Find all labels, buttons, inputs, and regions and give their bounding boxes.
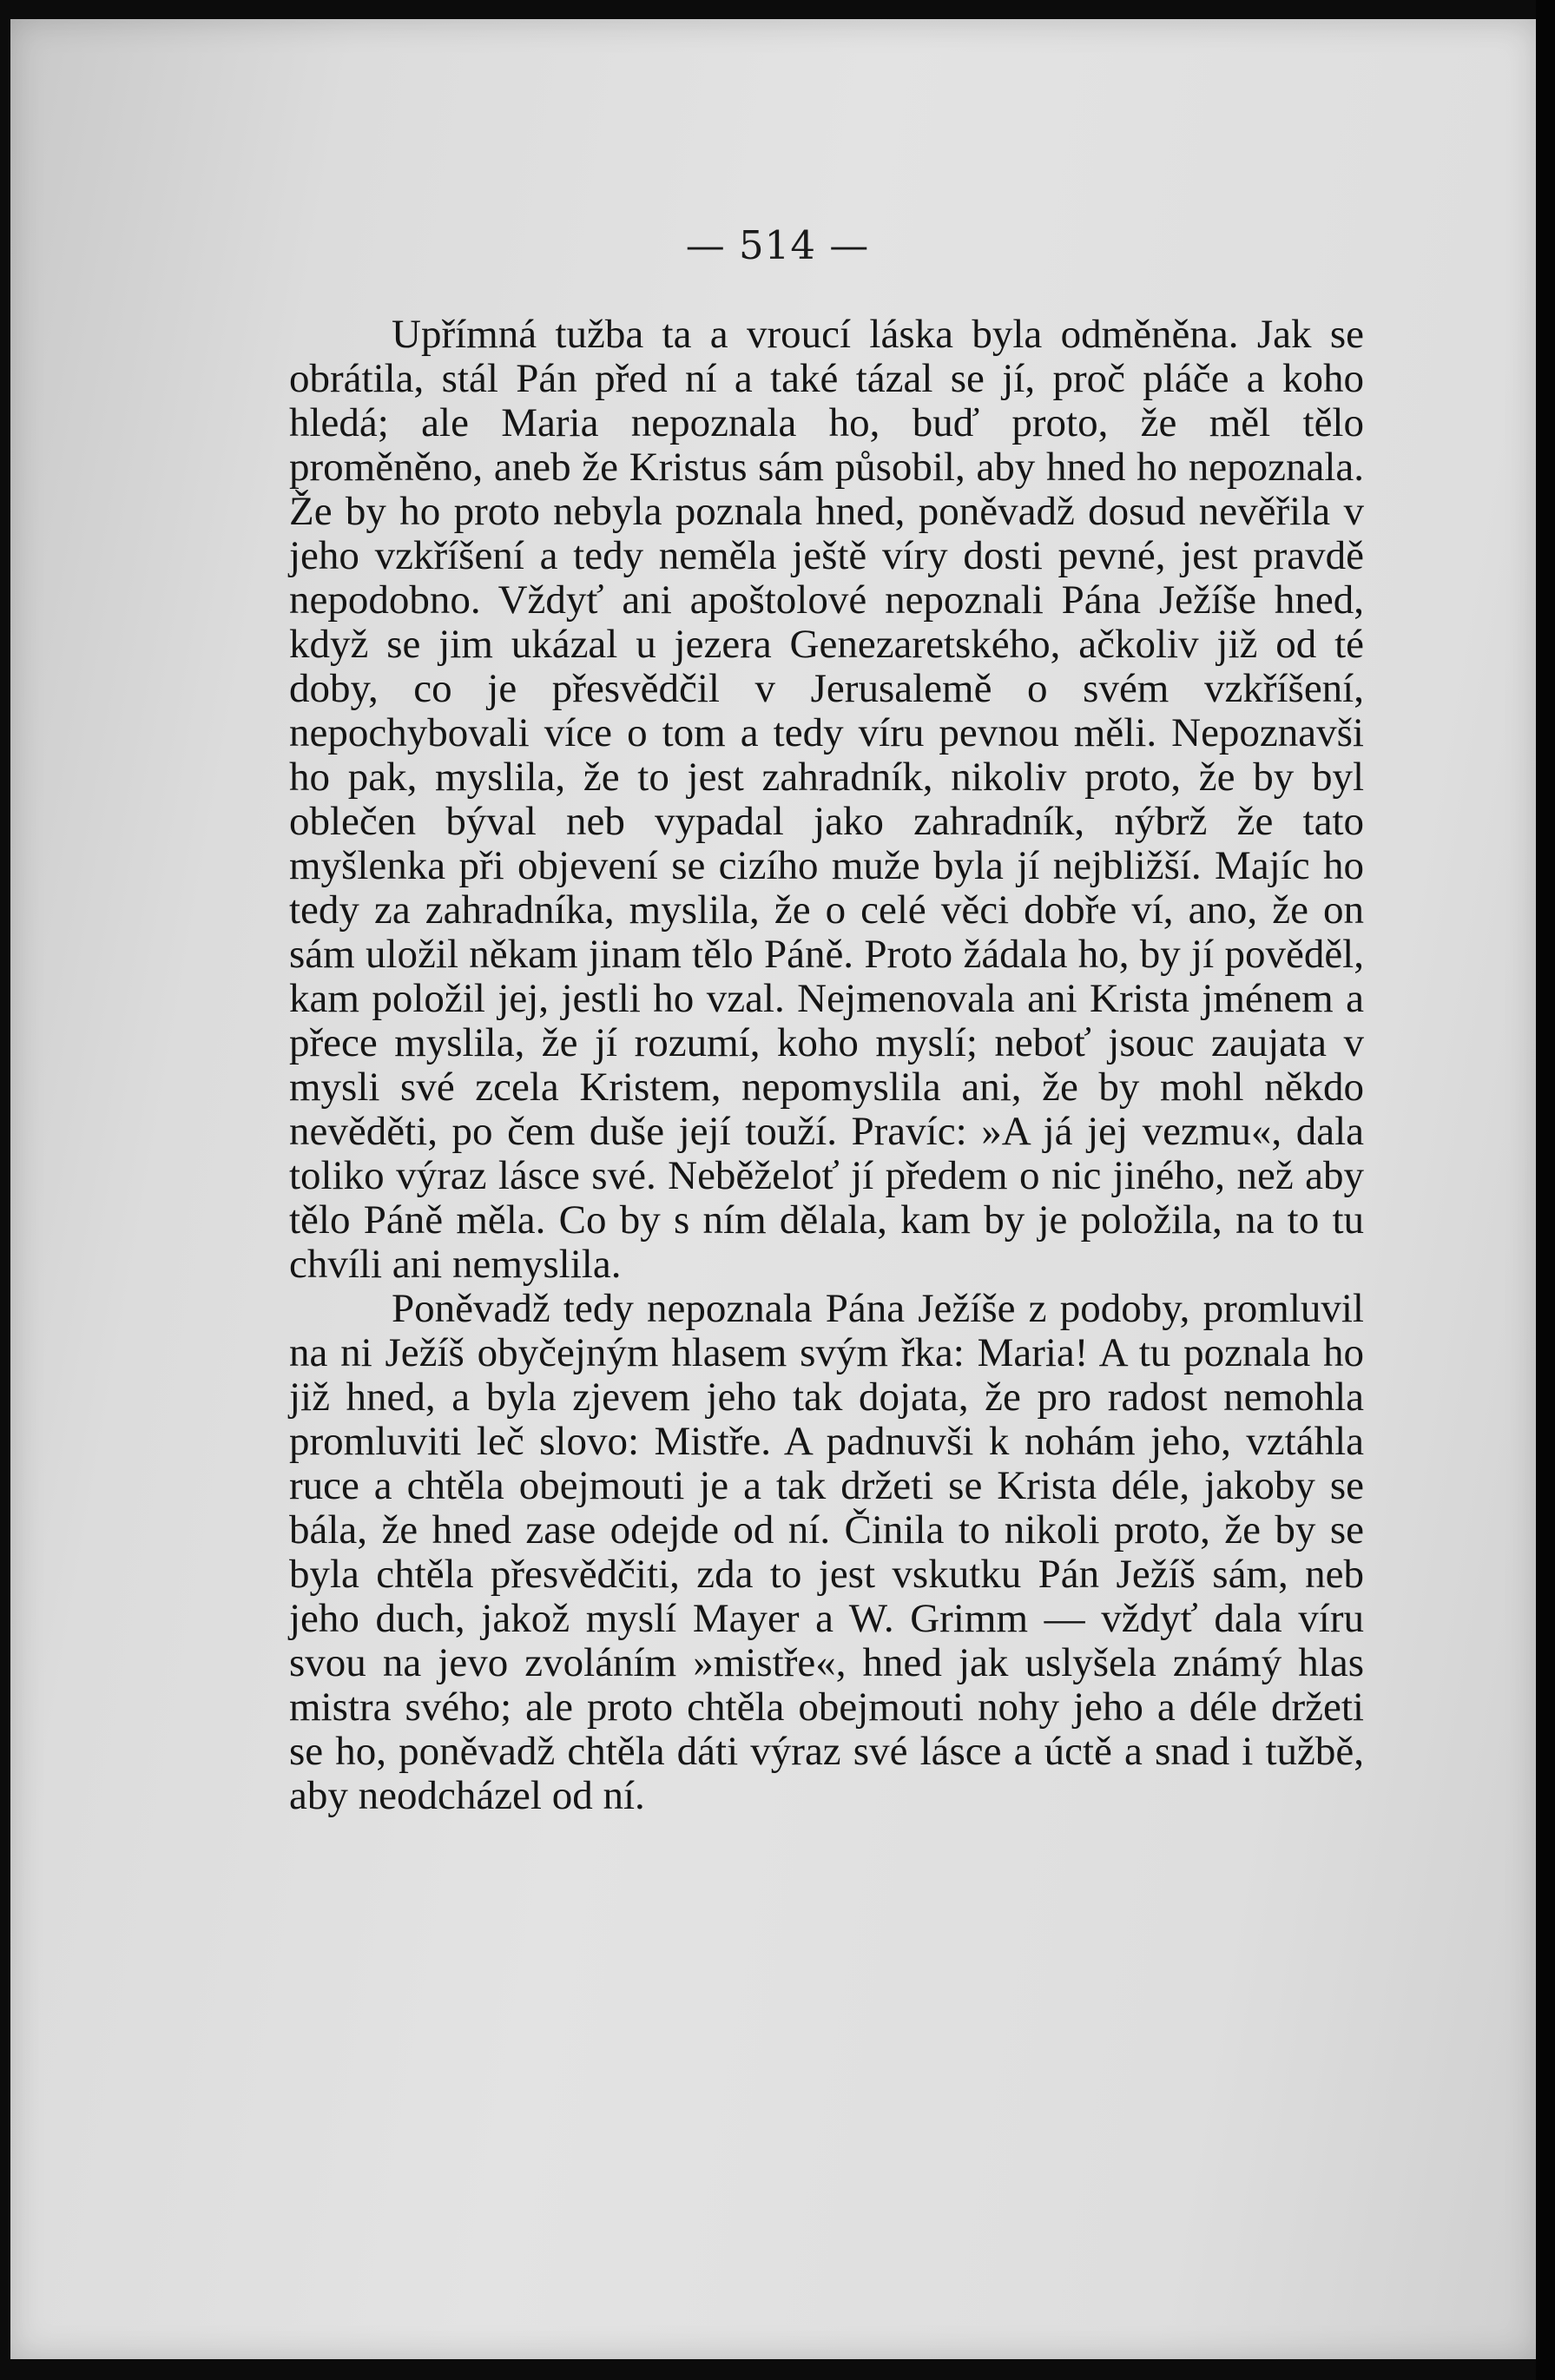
page-edge-shadow: [1536, 0, 1555, 2380]
body-text: [289, 313, 1364, 1818]
paragraph-1: Upřímná tužba ta a vroucí láska byla odměněna. Jak se obrátila, stál Pán před ní a také tázal se jí, proč pláče a koho hledá; ale Maria nepoznala ho, buď proto, že měl tělo proměněno, aneb že Kristus sám působil, aby hned ho nepoznala. Že by ho proto nebyla poznala hned, poněvadž dosud nevěřila v jeho vzkříšení a tedy neměla ještě víry dosti pevné, jest pravdě nepodobno. Vždyť ani apoštolové nepoznali Pána Ježíše hned, když se jim ukázal u jezera Genezaretského, ačkoliv již od té doby, co je přesvědčil v Jerusalemě o svém vzkříšení, nepochybovali více o tom a tedy víru pevnou měli. Nepoznavši ho pak, myslila, že to jest zahradník, nikoliv proto, že by byl oblečen býval neb vypadal jako zahradník, nýbrž že tato myšlenka při objevení se cizího muže byla jí nejbližší. Majíc ho tedy za zahradníka, myslila, že o celé věci dobře ví, ano, že on sám uložil někam jinam tělo Páně. Proto žádala ho, by jí pověděl, kam položil jej, jestli ho vzal. Nejmenovala ani Krista jménem a přece myslila, že jí rozumí, koho myslí; neboť jsouc zaujata v mysli své zcela Kristem, nepomyslila ani, že by mohl někdo nevěděti, po čem duše její touží. Pravíc: »A já jej vezmu«, dala toliko výraz lásce své. Neběželoť jí předem o nic jiného, než aby tělo Páně měla. Co by s ním dělala, kam by je položila, na to tu chvíli ani nemyslila.: [289, 312, 1364, 1287]
paragraph-2: Poněvadž tedy nepoznala Pána Ježíše z podoby, promluvil na ni Ježíš obyčejným hlasem svým řka: Maria! A tu poznala ho již hned, a byla zjevem jeho tak dojata, že pro radost nemohla promluviti leč slovo: Mistře. A padnuvši k nohám jeho, vztáhla ruce a chtěla obejmouti je a tak držeti se Krista déle, jakoby se bála, že hned zase odejde od ní. Činila to nikoli proto, že by se byla chtěla přesvědčiti, zda to jest vskutku Pán Ježíš sám, neb jeho duch, jakož myslí Mayer a W. Grimm — vždyť dala víru svou na jevo zvoláním »mistře«, hned jak uslyšela známý hlas mistra svého; ale proto chtěla obejmouti nohy jeho a déle držeti se ho, poněvadž chtěla dáti výraz své lásce a úctě a snad i tužbě, aby neodcházel od ní.: [289, 1286, 1364, 1818]
page-number: — 514 —: [685, 222, 870, 268]
